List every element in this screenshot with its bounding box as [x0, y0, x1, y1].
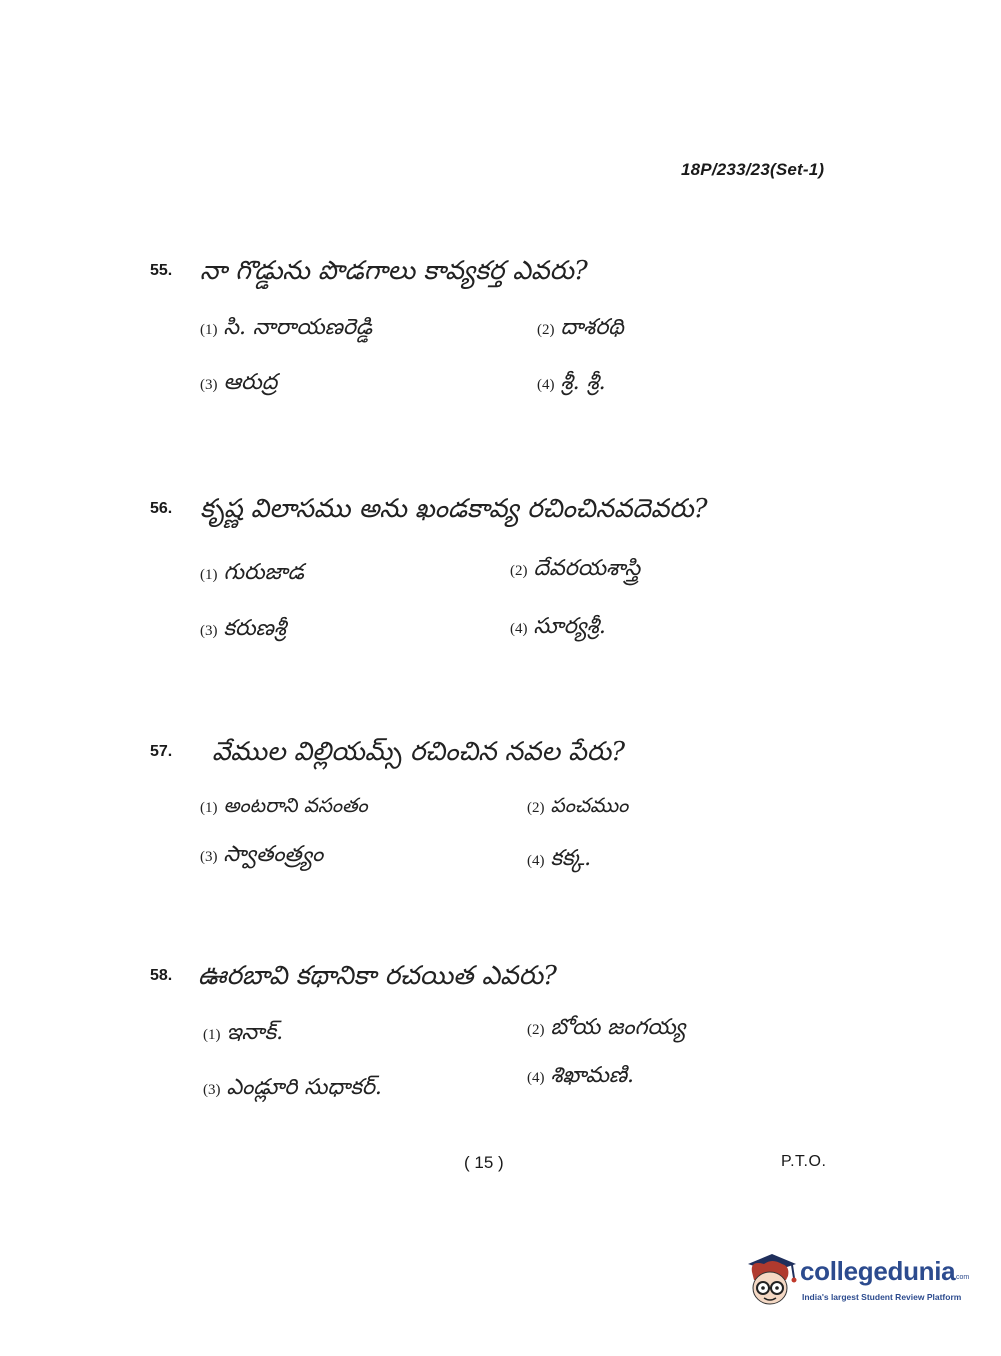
option-marker: (4): [510, 621, 528, 637]
option-4: [527, 1063, 634, 1093]
option-marker: (2): [537, 322, 555, 338]
question-text: ఊరబావి కథానికా రచయిత ఎవరు?: [198, 961, 558, 991]
option-marker: (1): [203, 1027, 221, 1043]
option-1: [203, 1020, 283, 1050]
option-1: [200, 560, 304, 590]
option-marker: (3): [200, 849, 218, 865]
question-text: వేముల విల్లియమ్స్ రచించిన నవల పేరు?: [212, 737, 626, 767]
option-3: [200, 616, 286, 646]
option-marker: (1): [200, 800, 218, 816]
option-text: అంటరాని వసంతం: [223, 793, 368, 817]
logo-tagline: India's largest Student Review Platform: [802, 1292, 962, 1302]
option-text: గురుజాడ: [223, 560, 304, 585]
question-number: 58.: [150, 967, 173, 984]
option-3: [200, 370, 277, 400]
mascot-icon: [742, 1250, 800, 1310]
option-text: శ్రీ. శ్రీ.: [560, 370, 606, 395]
option-text: కరుణశ్రీ: [223, 616, 286, 641]
collegedunia-logo: [742, 1250, 972, 1310]
option-text: ఎండ్లూరి సుధాకర్.: [226, 1075, 382, 1100]
option-text: సి. నారాయణరెడ్డి: [223, 315, 373, 340]
option-marker: (3): [200, 377, 218, 393]
option-1: [200, 315, 372, 345]
option-text: దాశరథి: [560, 315, 624, 340]
option-text: బోయ జంగయ్య: [550, 1015, 686, 1040]
paper-code: 18P/233/23(Set-1): [681, 160, 825, 179]
option-3: [200, 842, 323, 872]
option-2: [527, 1015, 685, 1045]
pto-label: P.T.O.: [781, 1153, 827, 1170]
question-number: 56.: [150, 500, 173, 517]
logo-name: collegedunia: [800, 1256, 956, 1286]
option-marker: (1): [200, 567, 218, 583]
option-text: సూర్యశ్రీ.: [533, 614, 606, 639]
option-marker: (4): [527, 1070, 545, 1086]
option-3: [203, 1075, 382, 1105]
option-text: స్వాతంత్ర్యం: [223, 842, 324, 867]
question-number: 57.: [150, 743, 173, 760]
option-marker: (3): [203, 1082, 221, 1098]
option-text: కక్క.: [550, 846, 592, 871]
option-text: పంచముం: [550, 793, 629, 817]
logo-suffix: .com: [954, 1274, 970, 1281]
option-marker: (2): [527, 1022, 545, 1038]
question-number: 55.: [150, 262, 173, 279]
option-2: [537, 315, 624, 345]
option-2: [510, 556, 640, 586]
option-marker: (2): [527, 800, 545, 816]
option-marker: (2): [510, 563, 528, 579]
option-4: [510, 614, 606, 644]
option-marker: (4): [527, 853, 545, 869]
option-marker: (4): [537, 377, 555, 393]
question-text: కృష్ణ విలాసము అను ఖండకావ్య రచించినవదెవరు?: [200, 494, 708, 524]
option-marker: (3): [200, 623, 218, 639]
option-text: శిఖామణి.: [550, 1063, 635, 1088]
option-text: ఇనాక్.: [226, 1020, 284, 1045]
option-2: [527, 793, 628, 822]
option-marker: (1): [200, 322, 218, 338]
page-number: ( 15 ): [464, 1153, 504, 1172]
option-1: [200, 793, 368, 822]
option-text: ఆరుద్ర: [223, 370, 278, 395]
option-4: [527, 846, 591, 876]
option-4: [537, 370, 606, 400]
option-text: దేవరయశాస్త్రి: [533, 556, 641, 581]
question-text: నా గొడ్డును పొడగాలు కావ్యకర్త ఎవరు?: [200, 256, 588, 286]
